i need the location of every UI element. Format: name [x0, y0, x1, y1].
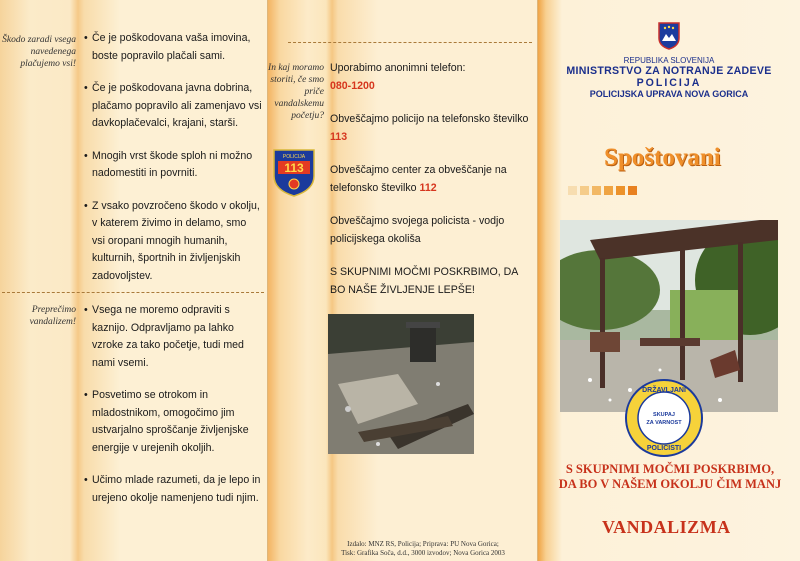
anon-phone-label: Uporabimo anonimni telefon: [330, 62, 466, 74]
divider [288, 42, 532, 43]
republic-label: REPUBLIKA SLOVENIJA [623, 56, 715, 65]
credits-line: Tisk: Grafika Soča, d.d., 3000 izvodov; Nova Gorica 2003 [341, 549, 505, 557]
police-phone-label: Obveščajmo policijo na telefonsko številko [330, 113, 529, 125]
seal-top-text: DRŽAVLJANI [642, 387, 686, 394]
bullet-item: • Če je poškodovana vaša imovina, boste popravilo plačali sami. [84, 30, 262, 65]
police-label: POLICIJA [636, 77, 702, 89]
slogan-line: S SKUPNIMI MOČMI POSKRBIMO, [565, 462, 775, 476]
seal-bottom-text: POLICISTI [646, 445, 682, 452]
seal-mid2: ZA VARNOST [646, 420, 682, 426]
section-prevent [84, 302, 262, 522]
vandalism-word: VANDALIZMA [602, 517, 731, 537]
center-phone-number: 112 [419, 181, 437, 194]
bullet-item: • Posvetimo se otrokom in mladostnikom, omogočimo jim ustvarjalno sproščanje življenjske energije v urejenih okoljih. [84, 387, 262, 457]
local-officer-text: Obveščajmo svojega policista - vodjo policijskega okoliša [330, 215, 505, 245]
seal-mid1: SKUPAJ [653, 412, 675, 418]
bullet-item: • Mnogih vrst škode sploh ni možno nadomestiti in povrniti. [84, 148, 262, 183]
police-113-badge-icon [272, 148, 316, 198]
issuer-header [558, 56, 780, 99]
anon-phone-number: 080-1200 [330, 79, 375, 92]
slovenia-coat-of-arms-icon [658, 22, 680, 50]
slogan-line: DA BO V NAŠEM OKOLJU ČIM MANJ [558, 477, 782, 491]
publication-credits [318, 540, 528, 558]
bullet-item: • Vsega ne moremo odpraviti s kaznijo. Odpravljamo pa lahko vzroke za tako početje, tudi med nami vsemi. [84, 302, 262, 372]
panel-left [0, 0, 268, 561]
community-safety-seal [624, 378, 704, 458]
directorate-label: POLICIJSKA UPRAVA NOVA GORICA [589, 89, 749, 99]
bullet-item: • Če je poškodovana javna dobrina, plačamo popravilo ali zamenjavo vsi davkoplačevalci, krajani, starši. [84, 80, 262, 133]
decorative-squares [568, 186, 637, 195]
badge-label: POLICIJA [282, 154, 306, 160]
side-note-cost: Škodo zaradi vsega navedenega plačujemo vsi! [2, 35, 76, 69]
center-phone-label: Obveščajmo center za obveščanje na telefonsko številko [330, 164, 507, 194]
ministry-label: MINISTRSTVO ZA NOTRANJE ZADEVE [566, 65, 772, 77]
panel-middle [268, 0, 538, 561]
divider [2, 292, 264, 293]
credits-line: Izdalo: MNZ RS, Policija; Priprava: PU Nova Gorica; [347, 540, 499, 548]
panel-right [538, 0, 800, 561]
badge-number: 113 [284, 161, 304, 175]
section-damage [84, 30, 262, 300]
greeting-title: Spoštovani [604, 144, 721, 171]
slogan-text: S SKUPNIMI MOČMI POSKRBIMO, DA BO NAŠE ŽIVLJENJE LEPŠE! [330, 266, 518, 296]
panel3-slogan [548, 462, 792, 492]
police-phone-number: 113 [330, 130, 348, 143]
reporting-instructions [330, 60, 530, 315]
side-note-prevent: Preprečimo vandalizem! [29, 305, 76, 327]
bullet-item: • Učimo mlade razumeti, da je lepo in urejeno okolje namenjeno tudi njim. [84, 472, 262, 507]
side-note-witness: In kaj moramo storiti, če smo priče vandalskemu početju? [268, 63, 324, 121]
bullet-item: • Z vsako povzročeno škodo v okolju, v katerem živimo in delamo, smo vsi oropani mnogih humanih, kulturnih, športnih in življenjskih zadovoljstev. [84, 198, 262, 286]
vandalism-photo [328, 314, 474, 454]
